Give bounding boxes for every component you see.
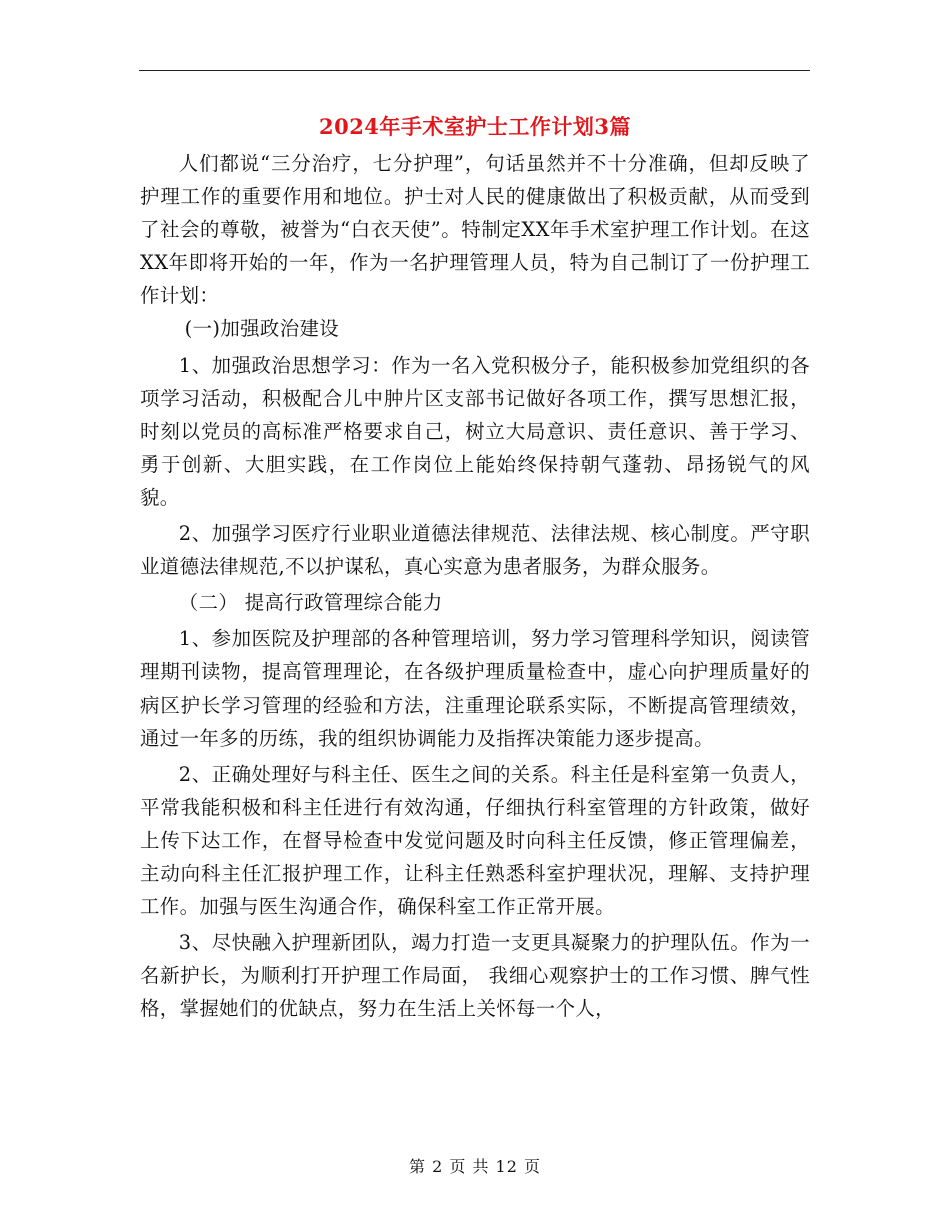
header-rule bbox=[139, 70, 810, 71]
section-heading-1: (一)加强政治建设 bbox=[184, 317, 340, 341]
document-title: 2024年手术室护士工作计划3篇 bbox=[318, 114, 632, 139]
document-body bbox=[140, 147, 810, 1025]
paragraph-2-3: 3、尽快融入护理新团队，竭力打造一支更具凝聚力的护理队伍。作为一名新护长，为顺利打开护理工作局面， 我细心观察护士的工作习惯、脾气性格，掌握她们的优缺点，努力在生活上关怀每一个人， bbox=[140, 931, 810, 1021]
paragraph-2-1: 1、参加医院及护理部的各种管理培训，努力学习管理科学知识，阅读管理期刊读物，提高管理理论，在各级护理质量检查中，虚心向护理质量好的病区护长学习管理的经验和方法，注重理论联系实际，不断提高管理绩效，通过一年多的历练，我的组织协调能力及指挥决策能力逐步提高。 bbox=[140, 627, 810, 750]
paragraph-2-2: 2、正确处理好与科主任、医生之间的关系。科主任是科室第一负责人，平常我能积极和科主任进行有效沟通，仔细执行科室管理的方针政策，做好上传下达工作，在督导检查中发觉问题及时向科主任反馈，修正管理偏差，主动向科主任汇报护理工作，让科主任熟悉科室护理状况，理解、支持护理工作。加强与医生沟通合作，确保科室工作正常开展。 bbox=[140, 762, 810, 919]
paragraph-intro: 人们都说“三分治疗，七分护理”，句话虽然并不十分准确，但却反映了护理工作的重要作用和地位。护士对人民的健康做出了积极贡献，从而受到了社会的尊敬，被誉为“白衣天使”。特制定XX年手术室护理工作计划。在这XX年即将开始的一年，作为一名护理管理人员，特为自己制订了一份护理工作计划： bbox=[140, 152, 810, 308]
page-footer: 第 2 页 共 12 页 bbox=[409, 1157, 541, 1176]
paragraph-1-1: 1、加强政治思想学习：作为一名入党积极分子，能积极参加党组织的各项学习活动，积极配合儿中肿片区支部书记做好各项工作，撰写思想汇报，时刻以党员的高标准严格要求自己，树立大局意识、责任意识、善于学习、勇于创新、大胆实践，在工作岗位上能始终保持朝气蓬勃、昂扬锐气的风貌。 bbox=[140, 353, 810, 509]
paragraph-1-2: 2、加强学习医疗行业职业道德法律规范、法律法规、核心制度。严守职业道德法律规范,不以护谋私，真心实意为患者服务，为群众服务。 bbox=[140, 522, 810, 579]
section-heading-2: （二） 提高行政管理综合能力 bbox=[178, 591, 443, 615]
